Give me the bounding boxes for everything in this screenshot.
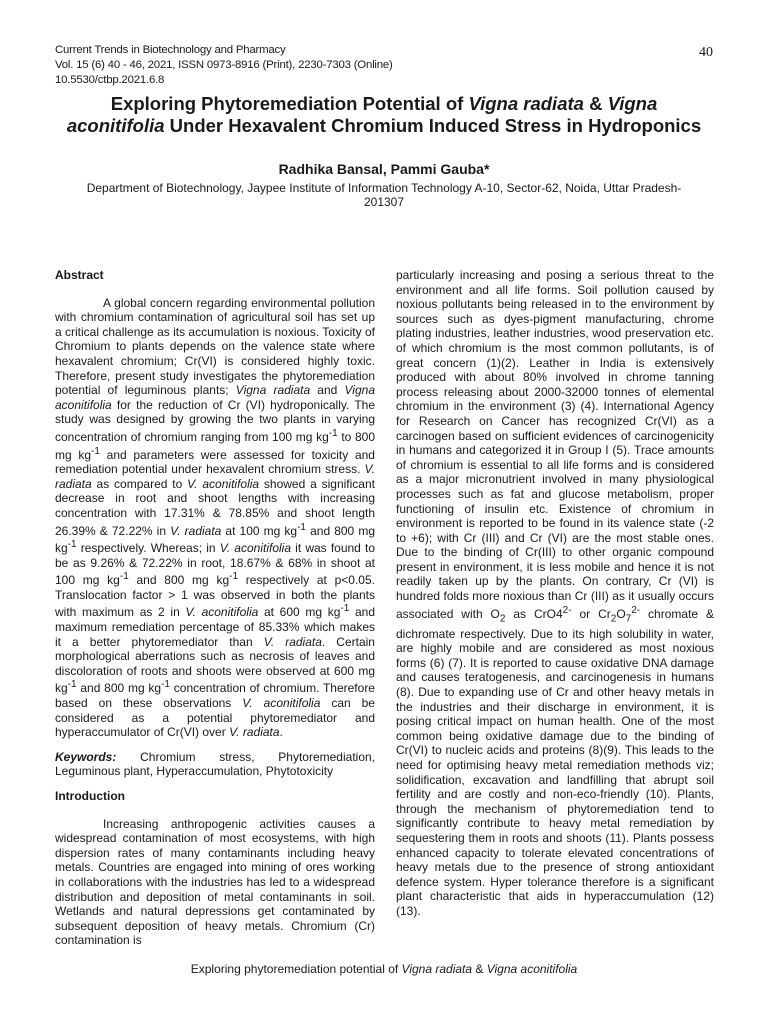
running-footer: Exploring phytoremediation potential of Vigna radiata & Vigna aconitifolia — [190, 962, 578, 976]
introduction-heading: Introduction — [55, 789, 125, 803]
abstract-heading: Abstract — [55, 268, 104, 282]
introduction-continued: particularly increasing and posing a serious threat to the environment and all life forms. Soil pollution caused by noxious pollutants being released in to the environment by sources such as dyes-pigment manufacturing, chrome plating industries, leather industries, wood preservation etc. of which chromium is the most common pollutants, is of great concern (1)(2). Leather in India is extensively produced with about 80% involved in chrome tanning process releasing about 2000-32000 tonnes of elemental chromium in the environment (3) (4). International Agency for Research on Cancer has recognized Cr(VI) as a carcinogen based on sufficient evidences of carcinogenicity in humans and categorized it in Group I (5). Trace amounts of chromium is essential to all life forms and is considered as a major micronutrient involved in many physiological processes such as fat and glucose metabolism, proper functioning of insulin etc. Existence of chromium in environment is reported to be found in its valence state (-2 to +6); with Cr (III) and Cr (VI) are the most stable ones. Due to the binding of Cr(III) to other organic compound present in environment, it is less mobile and hence it is not readily taken up by the plants. On contrary, Cr (VI) is hundred folds more noxious than Cr (III) as it usually occurs associated with $O_2$ as $CrO4^{2-}$ or $Cr_2O_7^{2-}$ chromate & dichromate respectively. Due to its high solubility in water, are highly mobile and are considered as most noxious forms (6) (7). It is reported to cause oxidative DNA damage and causes teratogenesis, and carcinogenesis in humans (8). Due to expanding use of Cr and other heavy metals in the industries and their discharge in environment, it is posing critical impact on human health. One of the most common being oxidative damage due to the binding of Cr(VI) to nucleic acids and proteins (8)(9). This leads to the need for optimising heavy metal remediation methods viz; solidification, excavation and landfilling that abrupt soil fertility and are costly and non-eco-friendly (10). Plants, through the mechanism of phytoremediation tend to significantly contribute to heavy metal remediation by sequestering them in roots and shoots (11). Plants possess enhanced capacity to tolerate elevated concentrations of heavy metals due to the presence of strong antioxidant defence system. Hyper tolerance therefore is a significant plant characteristic that aids in hyperaccumulation (12) (13). — [396, 268, 714, 918]
abstract-text: A global concern regarding environmental pollution with chromium contamination of agricultural soil has set up a critical challenge as its accumulation is noxious. Toxicity of Chromium to plants depends on the valence state where hexavalent chromium; Cr(VI) is considered highly toxic. Therefore, present study investigates the phytoremediation potential of leguminous plants; Vigna radiata and Vigna aconitifolia for the reduction of Cr (VI) hydroponically. The study was designed by growing the two plants in varying concentration of chromium ranging from 100 mg $kg^{-1}$ to 800 mg $kg^{-1}$ and parameters were assessed for toxicity and remediation potential under hexavalent chromium stress. V. radiata as compared to V. aconitifolia showed a significant decrease in root and shoot lengths with increasing concentration with 17.31% & 78.85% and shoot length 26.39% & 72.22% in V. radiata at 100 mg $kg^{-1}$ and 800 mg $kg^{-1}$ respectively. Whereas; in V. aconitifolia it was found to be as 9.26% & 72.22% in root, 18.67% & 68% in shoot at 100 mg $kg^{-1}$ and 800 mg $kg^{-1}$ respectively at p<0.05. Translocation factor > 1 was observed in both the plants with maximum as 2 in V. aconitifolia at 600 mg $kg^{-1}$ and maximum remediation percentage of 85.33% which makes it a better phytoremediator than V. radiata. Certain morphological aberrations such as necrosis of leaves and discoloration of roots and shoots were observed at 600 mg $kg^{-1}$ and 800 mg $kg^{-1}$ concentration of chromium. Therefore based on these observations V. aconitifolia can be considered as a potential phytoremediator and hyperaccumulator of Cr(VI) over V. radiata. — [55, 295, 376, 740]
authors: Radhika Bansal, Pammi Gauba* — [278, 161, 490, 177]
doi: 10.5530/ctbp.2021.6.8 — [55, 74, 165, 86]
page-number: 40 — [699, 45, 713, 60]
keywords-text: Chromium stress, Phytoremediation, Leguminous plant, Hyperaccumulation, Phytotoxicity — [55, 749, 375, 779]
title-species-1: Vigna radiata — [468, 93, 584, 114]
introduction-text: Increasing anthropogenic activities causes a widespread contamination of most ecosystems, with high dispersion rates of many contaminants including heavy metals. Countries are engaged into mining of ores working in collaborations with the industries has led to a widespread distribution and deposition of metal contaminants in soil. Wetlands and natural depressions get contaminated by subsequent deposition of heavy metals. Chromium (Cr) contamination is — [55, 816, 375, 948]
journal-name: Current Trends in Biotechnology and Pharmacy — [55, 44, 286, 56]
keywords-label: Keywords: — [55, 749, 117, 764]
title-species-2: Vigna aconitifolia — [66, 93, 658, 136]
keywords — [55, 750, 375, 779]
journal-header — [55, 43, 715, 88]
title-text: Exploring Phytoremediation Potential of — [110, 93, 469, 114]
title-text: & — [583, 93, 608, 114]
right-column — [396, 268, 714, 919]
title-text: Under Hexavalent Chromium Induced Stress in Hydroponics — [164, 115, 702, 136]
paper-title — [60, 93, 708, 137]
journal-volume: Vol. 15 (6) 40 - 46, 2021, ISSN 0973-8916 (Print), 2230-7303 (Online) — [55, 59, 393, 71]
affiliation: Department of Biotechnology, Jaypee Institute of Information Technology A-10, Sector-62, Noida, Uttar Pradesh-201307 — [86, 181, 682, 209]
left-column — [55, 268, 375, 958]
